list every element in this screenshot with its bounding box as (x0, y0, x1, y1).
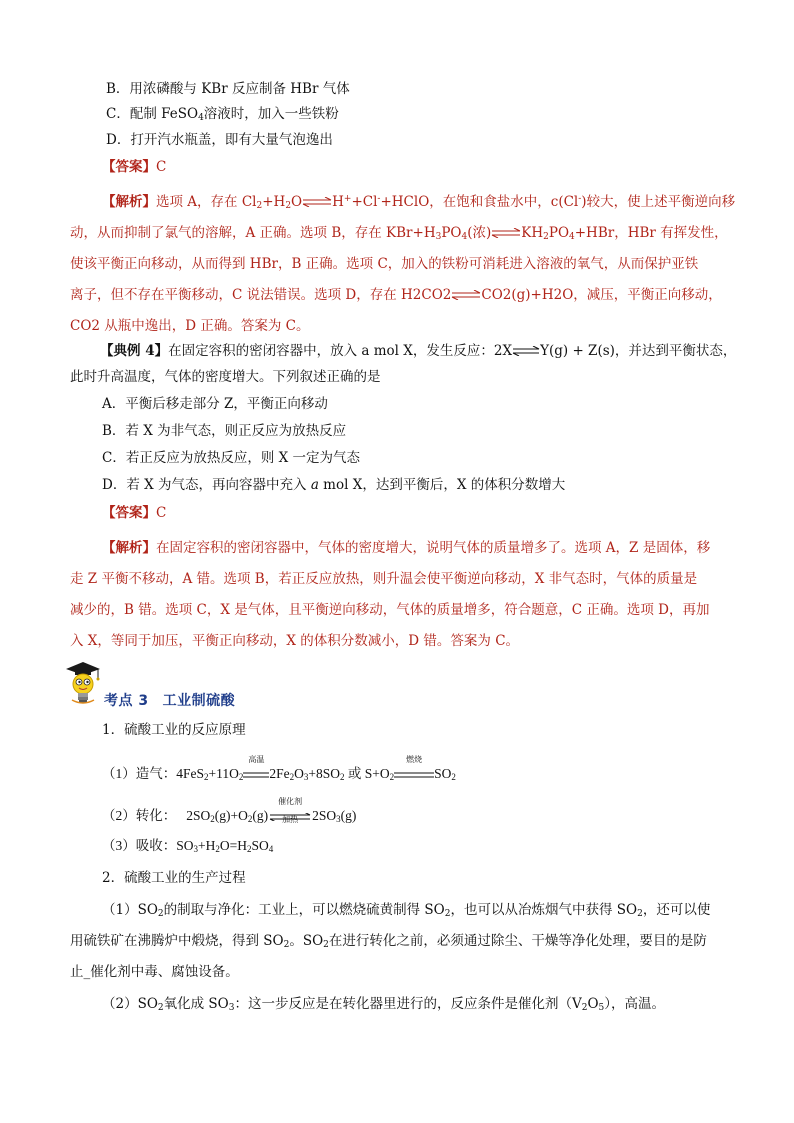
reaction-2: （2）转化： $2SO_2(g)+O_2(g)$ 催化剂 加热 $2SO_3(g)$ (102, 806, 356, 827)
example-4-option-b: B．若 X 为非气态，则正反应为放热反应 (102, 423, 347, 439)
option-c: C．配制 FeSO$_4$溶液时，加入一些铁粉 (106, 106, 339, 123)
analysis-line-5: CO2 从瓶中逸出，D 正确。答案为 C。 (70, 318, 310, 334)
example-4-analysis-2: 走 Z 平衡不移动，A 错。选项 B，若正反应放热，则升温会使平衡逆向移动，X 非气态时，气体的质量是 (70, 571, 698, 587)
example-4-answer: 【答案】C (102, 505, 167, 521)
example-4-analysis-4: 入 X，等同于加压，平衡正向移动，X 的体积分数减小，D 错。答案为 C。 (70, 633, 520, 649)
condition-arrow: 高温 (248, 754, 265, 764)
example-4-option-a: A．平衡后移走部分 Z，平衡正向移动 (102, 396, 328, 412)
reaction-1: （1）造气：$4FeS_2+11O_2$ 高温 $2Fe_2O_3+8SO_2$ 或 $S+O_2$ 燃烧 $SO_2$ (102, 764, 456, 785)
section-2-heading: 2．硫酸工业的生产过程 (102, 870, 246, 886)
process-para-4: $(2)SO_2$氧化成 $SO_3$：这一步反应是在转化器里进行的，反应条件是催化剂$(V_2O_5)$，高温。 (102, 996, 666, 1013)
process-para-1: $(1)SO_2$的制取与净化：工业上，可以燃烧硫黄制得 $SO_2$，也可以从冶炼烟气中获得 $SO_2$，还可以使 (102, 902, 711, 919)
option-d: D．打开汽水瓶盖，即有大量气泡逸出 (106, 132, 333, 148)
analysis-line-4: 离子，但不存在平衡移动，C 说法错误。选项 D，存在 H2CO2 CO2(g)+H2O，减压，平衡正向移动， (70, 285, 722, 306)
equilibrium-arrow (302, 193, 332, 213)
key-point-3-heading: 考点 3 工业制硫酸 (104, 693, 236, 709)
graduate-lightbulb-icon (62, 660, 104, 706)
section-1-heading: 1．硫酸工业的反应原理 (102, 722, 246, 738)
analysis-line-3: 使该平衡正向移动，从而得到 HBr，B 正确。选项 C，加入的铁粉可消耗进入溶液的氧气，从而保护亚铁 (70, 256, 699, 272)
example-4-option-d: D．若 X 为气态，再向容器中充入 a mol X，达到平衡后，X 的体积分数增大 (102, 477, 566, 493)
equilibrium-arrow (512, 342, 540, 362)
example-4-stem-1: 【典例 4】在固定容积的密闭容器中，放入 a mol X，发生反应：2X Y(g) + Z(s)，并达到平衡状态， (100, 341, 736, 362)
analysis-line-1: 【解析】选项 A，存在 $Cl_2+H_2O$ H++Cl-+HClO，在饱和食盐水中，c(Cl-)较大，使上述平衡逆向移 (102, 194, 736, 211)
process-para-3: 止_催化剂中毒、腐蚀设备。 (70, 964, 239, 980)
example-4-analysis-3: 减少的，B 错。选项 C，X 是气体，且平衡逆向移动，气体的质量增多，符合题意，C 正确。选项 D，再加 (70, 602, 710, 618)
reversible-condition-arrow: 催化剂 加热 (268, 807, 312, 827)
example-4-analysis-1: 【解析】在固定容积的密闭容器中，气体的密度增大，说明气体的质量增多了。选项 A，Z 是固体，移 (102, 540, 711, 556)
equilibrium-arrow (491, 224, 521, 244)
process-para-2: 用硫铁矿在沸腾炉中煅烧，得到 $SO_2$。$SO_2$在进行转化之前，必须通过除尘、干燥等净化处理，要目的是防 (70, 933, 707, 950)
equilibrium-arrow (451, 286, 481, 306)
condition-arrow: 燃烧 (406, 754, 423, 764)
example-4-stem-2: 此时升高温度，气体的密度增大。下列叙述正确的是 (70, 369, 381, 385)
option-b: B．用浓磷酸与 KBr 反应制备 HBr 气体 (106, 81, 350, 97)
analysis-line-2: 动，从而抑制了氯气的溶解，A 正确。选项 B，存在 $KBr+H_3PO_4$(浓) $KH_2PO_4+HBr$，HBr 有挥发性， (70, 225, 728, 242)
answer-line: 【答案】C (102, 159, 167, 175)
reaction-3: （3）吸收：$SO_3+H_2O=H_2SO_4$ (102, 838, 274, 854)
example-4-option-c: C．若正反应为放热反应，则 X 一定为气态 (102, 450, 361, 466)
